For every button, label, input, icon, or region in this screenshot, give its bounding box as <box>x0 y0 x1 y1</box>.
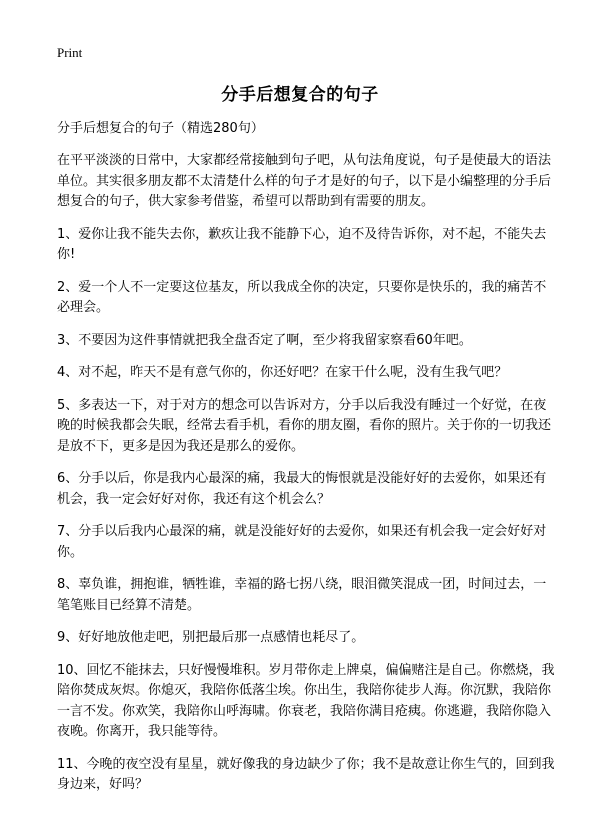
sentence-item-8: 8、辜负谁，拥抱谁，牺牲谁，幸福的路七拐八绕，眼泪微笑混成一团，时间过去，一笔笔账目已经算不清楚。 <box>57 577 547 613</box>
sentence-item-6: 6、分手以后，你是我内心最深的痛，我最大的悔恨就是没能好好的去爱你，如果还有机会，我一定会好好对你，我还有这个机会么？ <box>57 471 547 507</box>
sentence-item-5: 5、多表达一下，对于对方的想念可以告诉对方，分手以后我没有睡过一个好觉，在夜晚的时候我都会失眠，经常去看手机，看你的朋友圈，看你的照片。关于你的一切我还是放不下，更多是因为我还是那么的爱你。 <box>57 397 552 454</box>
intro-paragraph: 在平平淡淡的日常中，大家都经常接触到句子吧，从句法角度说，句子是使最大的语法单位。其实很多朋友都不太清楚什么样的句子才是好的句子，以下是小编整理的分手后想复合的句子，供大家参考借鉴，希望可以帮助到有需要的朋友。 <box>57 153 552 209</box>
sentence-item-4: 4、对不起，昨天不是有意气你的，你还好吧？在家干什么呢，没有生我气吧？ <box>57 365 508 380</box>
article-body <box>57 119 557 808</box>
sentence-item-3: 3、不要因为这件事情就把我全盘否定了啊，至少将我留家察看60年吧。 <box>57 332 472 348</box>
document-subtitle: 分手后想复合的句子（精选280句） <box>57 121 264 136</box>
sentence-item-1: 1、爱你让我不能失去你，歉疚让我不能静下心，迫不及待告诉你，对不起，不能失去你! <box>57 226 547 262</box>
sentence-item-11: 11、今晚的夜空没有星星，就好像我的身边缺少了你；我不是故意让你生气的，回到我身边来，好吗？ <box>57 756 555 792</box>
sentence-item-2: 2、爱一个人不一定要这位基友，所以我成全你的决定，只要你是快乐的，我的痛苦不必理会。 <box>57 279 547 315</box>
document-title: 分手后想复合的句子 <box>221 85 379 105</box>
sentence-item-7: 7、分手以后我内心最深的痛，就是没能好好的去爱你，如果还有机会我一定会好好对你。 <box>57 524 547 560</box>
sentence-item-9: 9、好好地放他走吧，别把最后那一点感情也耗尽了。 <box>57 630 365 645</box>
sentence-item-10: 10、回忆不能抹去，只好慢慢堆积。岁月带你走上牌桌，偏偏赌注是自己。你燃烧，我陪你焚成灰烬。你熄灭，我陪你低落尘埃。你出生，我陪你徒步人海。你沉默，我陪你一言不发。你欢笑，我陪你山呼海啸。你衰老，我陪你满目疮痍。你逃避，我陪你隐入夜晚。你离开，我只能等待。 <box>57 662 555 739</box>
print-link[interactable]: Print <box>57 45 83 60</box>
